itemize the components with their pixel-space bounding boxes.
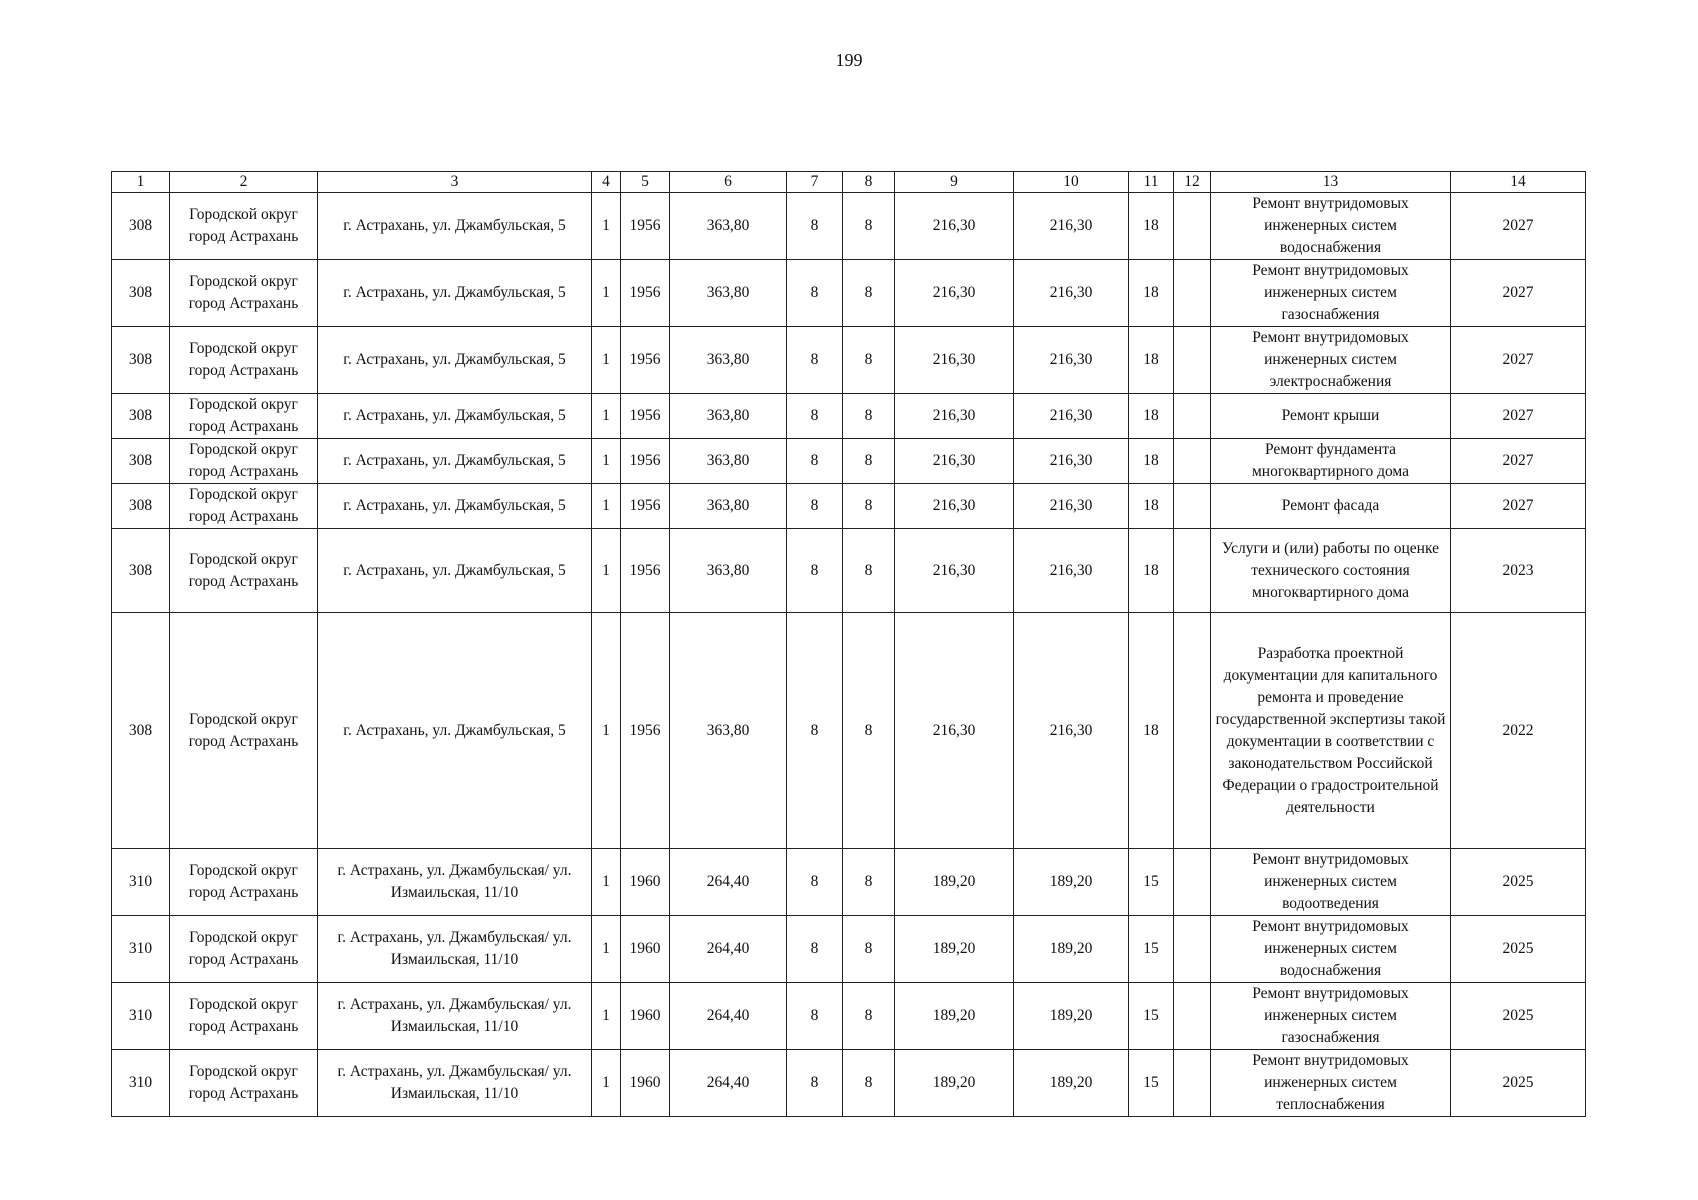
col4-cell: 1 [592, 327, 621, 394]
area-col9-cell: 216,30 [895, 327, 1014, 394]
area-col10-cell: 189,20 [1014, 849, 1129, 916]
municipality-cell: Городской округ город Астрахань [170, 916, 318, 983]
work-type-cell: Ремонт внутридомовых инженерных систем водоснабжения [1211, 916, 1451, 983]
col4-cell: 1 [592, 394, 621, 439]
work-type-cell: Ремонт внутридомовых инженерных систем газоснабжения [1211, 260, 1451, 327]
col8-cell: 8 [843, 484, 895, 529]
address-cell: г. Астрахань, ул. Джамбульская, 5 [318, 613, 592, 849]
planned-year-cell: 2027 [1451, 394, 1586, 439]
planned-year-cell: 2027 [1451, 193, 1586, 260]
construction-year-cell: 1956 [621, 484, 670, 529]
total-area-cell: 363,80 [670, 439, 787, 484]
planned-year-cell: 2025 [1451, 983, 1586, 1050]
area-col9-cell: 216,30 [895, 529, 1014, 613]
table-row [112, 983, 1586, 1050]
area-col10-cell: 216,30 [1014, 613, 1129, 849]
total-area-cell: 363,80 [670, 613, 787, 849]
area-col9-cell: 216,30 [895, 260, 1014, 327]
planned-year-cell: 2022 [1451, 613, 1586, 849]
construction-year-cell: 1956 [621, 439, 670, 484]
col11-cell: 15 [1129, 983, 1174, 1050]
area-col9-cell: 216,30 [895, 394, 1014, 439]
total-area-cell: 363,80 [670, 260, 787, 327]
col8-cell: 8 [843, 849, 895, 916]
municipality-cell: Городской округ город Астрахань [170, 613, 318, 849]
col12-cell [1174, 849, 1211, 916]
total-area-cell: 363,80 [670, 394, 787, 439]
col11-cell: 18 [1129, 394, 1174, 439]
col8-cell: 8 [843, 916, 895, 983]
column-header: 8 [843, 172, 895, 193]
planned-year-cell: 2023 [1451, 529, 1586, 613]
col11-cell: 15 [1129, 1050, 1174, 1117]
col4-cell: 1 [592, 193, 621, 260]
area-col10-cell: 216,30 [1014, 193, 1129, 260]
work-type-cell: Ремонт фасада [1211, 484, 1451, 529]
table-row [112, 529, 1586, 613]
row-number-cell: 310 [112, 983, 170, 1050]
area-col10-cell: 216,30 [1014, 529, 1129, 613]
col11-cell: 18 [1129, 260, 1174, 327]
table-row [112, 193, 1586, 260]
column-header: 6 [670, 172, 787, 193]
col8-cell: 8 [843, 1050, 895, 1117]
address-cell: г. Астрахань, ул. Джамбульская, 5 [318, 193, 592, 260]
construction-year-cell: 1956 [621, 394, 670, 439]
col7-cell: 8 [787, 260, 843, 327]
col7-cell: 8 [787, 916, 843, 983]
area-col10-cell: 216,30 [1014, 439, 1129, 484]
col4-cell: 1 [592, 613, 621, 849]
col12-cell [1174, 983, 1211, 1050]
row-number-cell: 308 [112, 484, 170, 529]
table-body [112, 193, 1586, 1117]
municipality-cell: Городской округ город Астрахань [170, 260, 318, 327]
col11-cell: 15 [1129, 849, 1174, 916]
address-cell: г. Астрахань, ул. Джамбульская/ ул. Измаильская, 11/10 [318, 916, 592, 983]
row-number-cell: 308 [112, 439, 170, 484]
col8-cell: 8 [843, 983, 895, 1050]
municipality-cell: Городской округ город Астрахань [170, 193, 318, 260]
row-number-cell: 308 [112, 529, 170, 613]
total-area-cell: 264,40 [670, 849, 787, 916]
address-cell: г. Астрахань, ул. Джамбульская, 5 [318, 327, 592, 394]
column-header: 14 [1451, 172, 1586, 193]
col7-cell: 8 [787, 484, 843, 529]
column-header: 7 [787, 172, 843, 193]
address-cell: г. Астрахань, ул. Джамбульская/ ул. Измаильская, 11/10 [318, 983, 592, 1050]
row-number-cell: 310 [112, 1050, 170, 1117]
repair-registry-table [111, 171, 1586, 1117]
work-type-cell: Ремонт внутридомовых инженерных систем электроснабжения [1211, 327, 1451, 394]
row-number-cell: 308 [112, 260, 170, 327]
col4-cell: 1 [592, 916, 621, 983]
planned-year-cell: 2025 [1451, 1050, 1586, 1117]
col11-cell: 18 [1129, 484, 1174, 529]
construction-year-cell: 1960 [621, 1050, 670, 1117]
col11-cell: 18 [1129, 439, 1174, 484]
col12-cell [1174, 1050, 1211, 1117]
area-col9-cell: 189,20 [895, 849, 1014, 916]
col12-cell [1174, 394, 1211, 439]
column-header: 11 [1129, 172, 1174, 193]
work-type-cell: Ремонт фундамента многоквартирного дома [1211, 439, 1451, 484]
planned-year-cell: 2027 [1451, 439, 1586, 484]
area-col9-cell: 216,30 [895, 484, 1014, 529]
municipality-cell: Городской округ город Астрахань [170, 327, 318, 394]
work-type-cell: Разработка проектной документации для капитального ремонта и проведение государственной экспертизы такой документации в соответствии с законодательством Российской Федерации о градостроительной деятельности [1211, 613, 1451, 849]
col12-cell [1174, 439, 1211, 484]
area-col9-cell: 189,20 [895, 916, 1014, 983]
work-type-cell: Ремонт внутридомовых инженерных систем теплоснабжения [1211, 1050, 1451, 1117]
municipality-cell: Городской округ город Астрахань [170, 439, 318, 484]
column-header: 1 [112, 172, 170, 193]
address-cell: г. Астрахань, ул. Джамбульская, 5 [318, 260, 592, 327]
col7-cell: 8 [787, 193, 843, 260]
municipality-cell: Городской округ город Астрахань [170, 529, 318, 613]
col8-cell: 8 [843, 439, 895, 484]
column-header: 12 [1174, 172, 1211, 193]
col11-cell: 15 [1129, 916, 1174, 983]
table-row [112, 394, 1586, 439]
planned-year-cell: 2025 [1451, 849, 1586, 916]
area-col10-cell: 189,20 [1014, 983, 1129, 1050]
table-row [112, 613, 1586, 849]
address-cell: г. Астрахань, ул. Джамбульская, 5 [318, 529, 592, 613]
column-header: 4 [592, 172, 621, 193]
col8-cell: 8 [843, 613, 895, 849]
col7-cell: 8 [787, 394, 843, 439]
col11-cell: 18 [1129, 529, 1174, 613]
column-header: 10 [1014, 172, 1129, 193]
total-area-cell: 363,80 [670, 529, 787, 613]
col4-cell: 1 [592, 439, 621, 484]
column-header: 13 [1211, 172, 1451, 193]
planned-year-cell: 2027 [1451, 260, 1586, 327]
area-col10-cell: 216,30 [1014, 484, 1129, 529]
row-number-cell: 308 [112, 394, 170, 439]
total-area-cell: 363,80 [670, 193, 787, 260]
address-cell: г. Астрахань, ул. Джамбульская/ ул. Измаильская, 11/10 [318, 1050, 592, 1117]
work-type-cell: Ремонт крыши [1211, 394, 1451, 439]
work-type-cell: Услуги и (или) работы по оценке технического состояния многоквартирного дома [1211, 529, 1451, 613]
column-header: 2 [170, 172, 318, 193]
col12-cell [1174, 260, 1211, 327]
work-type-cell: Ремонт внутридомовых инженерных систем газоснабжения [1211, 983, 1451, 1050]
col7-cell: 8 [787, 327, 843, 394]
planned-year-cell: 2027 [1451, 327, 1586, 394]
col7-cell: 8 [787, 529, 843, 613]
construction-year-cell: 1960 [621, 849, 670, 916]
planned-year-cell: 2027 [1451, 484, 1586, 529]
area-col9-cell: 216,30 [895, 613, 1014, 849]
col8-cell: 8 [843, 529, 895, 613]
col4-cell: 1 [592, 260, 621, 327]
area-col9-cell: 189,20 [895, 983, 1014, 1050]
area-col10-cell: 189,20 [1014, 1050, 1129, 1117]
col8-cell: 8 [843, 260, 895, 327]
municipality-cell: Городской округ город Астрахань [170, 983, 318, 1050]
row-number-cell: 308 [112, 327, 170, 394]
table-row [112, 439, 1586, 484]
col11-cell: 18 [1129, 613, 1174, 849]
col11-cell: 18 [1129, 327, 1174, 394]
area-col10-cell: 216,30 [1014, 327, 1129, 394]
col12-cell [1174, 484, 1211, 529]
total-area-cell: 264,40 [670, 1050, 787, 1117]
municipality-cell: Городской округ город Астрахань [170, 484, 318, 529]
row-number-cell: 310 [112, 916, 170, 983]
area-col10-cell: 189,20 [1014, 916, 1129, 983]
column-header: 5 [621, 172, 670, 193]
header-row [112, 172, 1586, 193]
municipality-cell: Городской округ город Астрахань [170, 849, 318, 916]
construction-year-cell: 1956 [621, 260, 670, 327]
col12-cell [1174, 916, 1211, 983]
construction-year-cell: 1960 [621, 916, 670, 983]
total-area-cell: 264,40 [670, 983, 787, 1050]
construction-year-cell: 1956 [621, 193, 670, 260]
planned-year-cell: 2025 [1451, 916, 1586, 983]
col7-cell: 8 [787, 1050, 843, 1117]
municipality-cell: Городской округ город Астрахань [170, 394, 318, 439]
address-cell: г. Астрахань, ул. Джамбульская, 5 [318, 439, 592, 484]
table-row [112, 484, 1586, 529]
area-col9-cell: 189,20 [895, 1050, 1014, 1117]
table-row [112, 1050, 1586, 1117]
row-number-cell: 308 [112, 613, 170, 849]
work-type-cell: Ремонт внутридомовых инженерных систем водоотведения [1211, 849, 1451, 916]
address-cell: г. Астрахань, ул. Джамбульская, 5 [318, 394, 592, 439]
construction-year-cell: 1960 [621, 983, 670, 1050]
row-number-cell: 310 [112, 849, 170, 916]
area-col9-cell: 216,30 [895, 439, 1014, 484]
construction-year-cell: 1956 [621, 613, 670, 849]
col12-cell [1174, 193, 1211, 260]
construction-year-cell: 1956 [621, 327, 670, 394]
col11-cell: 18 [1129, 193, 1174, 260]
col4-cell: 1 [592, 983, 621, 1050]
column-header: 9 [895, 172, 1014, 193]
table-row [112, 849, 1586, 916]
col4-cell: 1 [592, 849, 621, 916]
work-type-cell: Ремонт внутридомовых инженерных систем водоснабжения [1211, 193, 1451, 260]
col7-cell: 8 [787, 613, 843, 849]
total-area-cell: 264,40 [670, 916, 787, 983]
table-row [112, 260, 1586, 327]
total-area-cell: 363,80 [670, 327, 787, 394]
col8-cell: 8 [843, 327, 895, 394]
col12-cell [1174, 529, 1211, 613]
area-col10-cell: 216,30 [1014, 260, 1129, 327]
column-header: 3 [318, 172, 592, 193]
address-cell: г. Астрахань, ул. Джамбульская, 5 [318, 484, 592, 529]
col4-cell: 1 [592, 484, 621, 529]
col8-cell: 8 [843, 193, 895, 260]
col7-cell: 8 [787, 983, 843, 1050]
col4-cell: 1 [592, 529, 621, 613]
col12-cell [1174, 613, 1211, 849]
col12-cell [1174, 327, 1211, 394]
col7-cell: 8 [787, 439, 843, 484]
table-row [112, 916, 1586, 983]
address-cell: г. Астрахань, ул. Джамбульская/ ул. Измаильская, 11/10 [318, 849, 592, 916]
area-col10-cell: 216,30 [1014, 394, 1129, 439]
area-col9-cell: 216,30 [895, 193, 1014, 260]
col7-cell: 8 [787, 849, 843, 916]
row-number-cell: 308 [112, 193, 170, 260]
page-number: 199 [835, 50, 863, 70]
construction-year-cell: 1956 [621, 529, 670, 613]
total-area-cell: 363,80 [670, 484, 787, 529]
municipality-cell: Городской округ город Астрахань [170, 1050, 318, 1117]
col8-cell: 8 [843, 394, 895, 439]
table-row [112, 327, 1586, 394]
col4-cell: 1 [592, 1050, 621, 1117]
